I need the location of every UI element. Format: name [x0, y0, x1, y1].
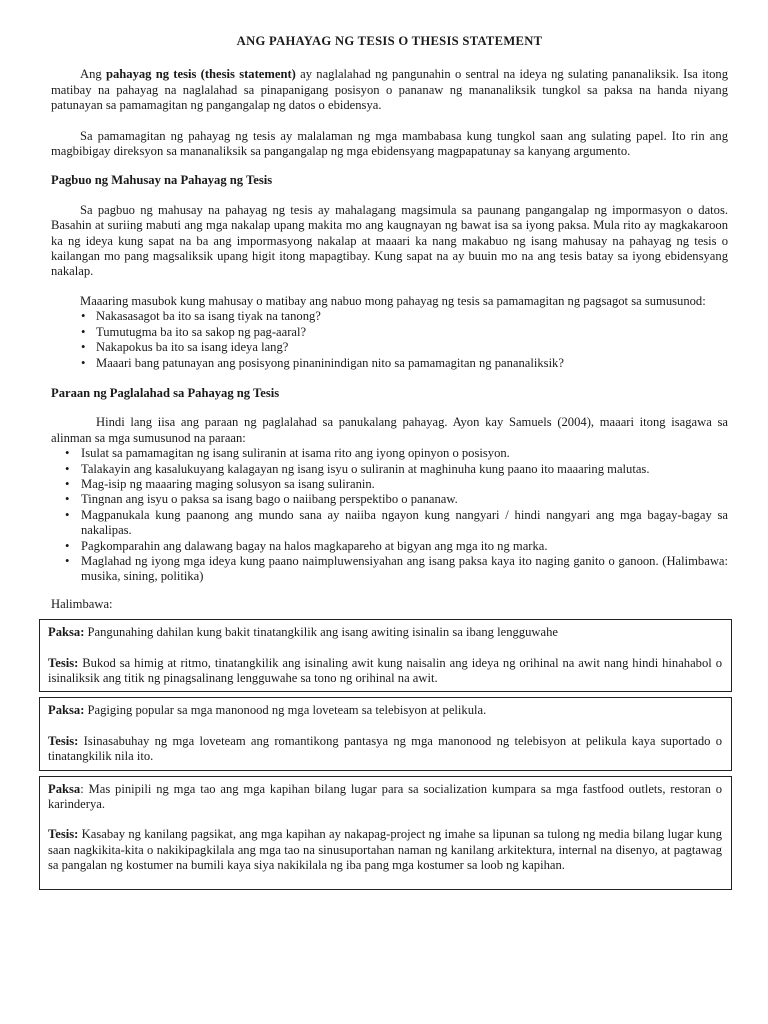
way-text: Mag-isip ng maaaring maging solusyon sa isang suliranin.: [81, 476, 375, 491]
bullet-icon: •: [65, 461, 70, 476]
list-item: [51, 477, 728, 492]
list-item: [51, 492, 728, 507]
example-tesis: [48, 734, 722, 765]
paraan-paragraph: Hindi lang iisa ang paraan ng paglalahad sa panukalang pahayag. Ayon kay Samuels (2004), maaari itong isagawa sa alinman sa mga sumusunod na paraan:: [51, 415, 728, 445]
ways-list: [51, 446, 728, 585]
way-text: Pagkomparahin ang dalawang bagay na halos magkapareho at bigyan ang mga ito ng marka.: [81, 538, 548, 553]
list-item: [51, 309, 728, 324]
list-item: [51, 325, 728, 340]
example-paksa: [48, 703, 722, 718]
list-item: [51, 446, 728, 461]
tesis-label: Tesis:: [48, 827, 79, 842]
bullet-icon: •: [65, 538, 70, 553]
intro-prefix: Ang: [80, 67, 106, 82]
list-item: [51, 508, 728, 539]
paksa-text: : Mas pinipili ng mga tao ang mga kapihan bilang lugar para sa socialization kumpara sa mga fastfood outlets, restoran o karinderya.: [48, 781, 722, 812]
bullet-icon: •: [65, 446, 70, 461]
bullet-icon: •: [81, 340, 86, 355]
paksa-label: Paksa:: [48, 625, 85, 640]
intro-term: pahayag ng tesis (thesis statement): [105, 67, 296, 82]
bullet-icon: •: [65, 553, 70, 568]
bullet-icon: •: [81, 324, 86, 339]
way-text: Magpanukala kung paanong ang mundo sana ay naiiba ngayon kung nangyari / hindi nangyari ang mga bagay-bagay sa nakalipas.: [81, 507, 728, 538]
way-text: Maglahad ng iyong mga ideya kung paano naimpluwensiyahan ang isang paksa kaya ito naging ganito o ganoon. (Halimbawa: musika, sining, politika): [81, 553, 728, 584]
intro-paragraph-1: [51, 67, 728, 113]
examples-label: Halimbawa:: [51, 596, 113, 611]
question-text: Tumutugma ba ito sa sakop ng pag-aaral?: [96, 324, 307, 339]
section-heading-paraan: Paraan ng Paglalahad sa Pahayag ng Tesis: [51, 385, 280, 400]
tesis-text: Bukod sa himig at ritmo, tinatangkilik ang isinaling awit kung naisalin ang ideya ng orihinal na awit nang hindi hinahabol o isinaliksik ang titik ng pinagsalinang lengguwahe sa tono ng orihinal na awit.: [48, 655, 722, 685]
list-item: [51, 340, 728, 355]
example-paksa: [48, 782, 722, 813]
paksa-text: Pagiging popular sa mga manonood ng mga loveteam sa telebisyon at pelikula.: [84, 703, 487, 718]
intro-paragraph-2: Sa pamamagitan ng pahayag ng tesis ay malalaman ng mga mambabasa kung tungkol saan ang sulating papel. Ito rin ang magbibigay direksyon sa mananaliksik sa pangangalap ng mga ebidensyang magpapatunay sa kanyang argumento.: [51, 128, 728, 159]
list-item: [51, 554, 728, 585]
example-box: [39, 776, 732, 890]
paksa-text: Pangunahing dahilan kung bakit tinatangkilik ang isang awiting isinalin sa ibang lengguwahe: [84, 625, 558, 640]
example-box: [39, 619, 732, 692]
way-text: Tingnan ang isyu o paksa sa isang bago o naiibang perspektibo o pananaw.: [81, 492, 458, 507]
bullet-icon: •: [81, 355, 86, 370]
example-box: [39, 697, 732, 770]
document-title: ANG PAHAYAG NG TESIS O THESIS STATEMENT: [236, 34, 543, 48]
pagbuo-paragraph-2: Maaaring masubok kung mahusay o matibay ang nabuo mong pahayag ng tesis sa pamamagitan ng pagsagot sa sumusunod:: [80, 293, 706, 308]
bullet-icon: •: [65, 507, 70, 522]
tesis-text: Isinasabuhay ng mga loveteam ang romantikong pantasya ng mga manonood ng telebisyon at pelikula kaya suportado o tinatangkilik nila ito.: [48, 733, 722, 764]
list-item: [51, 539, 728, 554]
paksa-label: Paksa: [48, 781, 81, 796]
tesis-text: Kasabay ng kanilang pagsikat, ang mga kapihan ay nakapag-project ng imahe sa lipunan sa tulong ng media bilang lugar kung saan nagkikita-kita o nakikipagkilala ang mga tao na sinusuportahan naman ng kanilang arkitektura, internal na disenyo, at pagtawag sa pangalan ng kostumer na bumili kaya siya nakikilala ng iba pang mga kostumer sa loob ng kapihan.: [48, 827, 722, 873]
tesis-label: Tesis:: [48, 733, 79, 748]
example-paksa: [48, 625, 722, 640]
bullet-icon: •: [65, 492, 70, 507]
intro-definition: ay naglalahad ng pangunahin o sentral na ideya ng sulating pananaliksik. Isa itong matibay na pahayag na naglalahad sa pinapanigang posisyon o pananaw ng mananaliksik tungkol sa paksa na handa niyang patunayan sa pamamagitan ng pangangalap ng datos o ebidensya.: [51, 67, 728, 113]
bullet-icon: •: [81, 309, 86, 324]
bullet-icon: •: [65, 476, 70, 491]
paksa-label: Paksa:: [48, 703, 85, 718]
example-tesis: [48, 827, 722, 873]
section-heading-pagbuo: Pagbuo ng Mahusay na Pahayag ng Tesis: [51, 173, 273, 188]
tesis-label: Tesis:: [48, 655, 79, 670]
question-text: Nakasasagot ba ito sa isang tiyak na tanong?: [96, 309, 321, 324]
list-item: [51, 462, 728, 477]
question-text: Maaari bang patunayan ang posisyong pinaninindigan nito sa pamamagitan ng pananaliksik?: [96, 355, 564, 370]
way-text: Isulat sa pamamagitan ng isang suliranin at isama rito ang iyong opinyon o posisyon.: [81, 446, 510, 461]
example-tesis: [48, 656, 722, 687]
list-item: [51, 356, 728, 371]
pagbuo-paragraph-1: Sa pagbuo ng mahusay na pahayag ng tesis ay mahalagang magsimula sa paunang pangangalap ng impormasyon o datos. Basahin at suriing mabuti ang mga nakalap upang makita mo ang kaugnayan ng bawat isa sa iyong paksa. Mula rito ay magkakaroon ka ng ideya kung sapat na ba ang impormasyong nakalap at maaari ka nang makabuo ng isang mahusay na pahayag ng tesis o kailangan mo pang magsaliksik upang higit itong mapagtibay. Kung sapat na ay buuin mo na ang tesis batay sa iyong ebidensyang nakalap.: [51, 202, 728, 279]
way-text: Talakayin ang kasalukuyang kalagayan ng isang isyu o suliranin at maghinuha kung paano ito maaaring malutas.: [81, 461, 650, 476]
question-list: [51, 309, 728, 371]
document-page: [48, 34, 728, 890]
question-text: Nakapokus ba ito sa isang ideya lang?: [96, 340, 289, 355]
